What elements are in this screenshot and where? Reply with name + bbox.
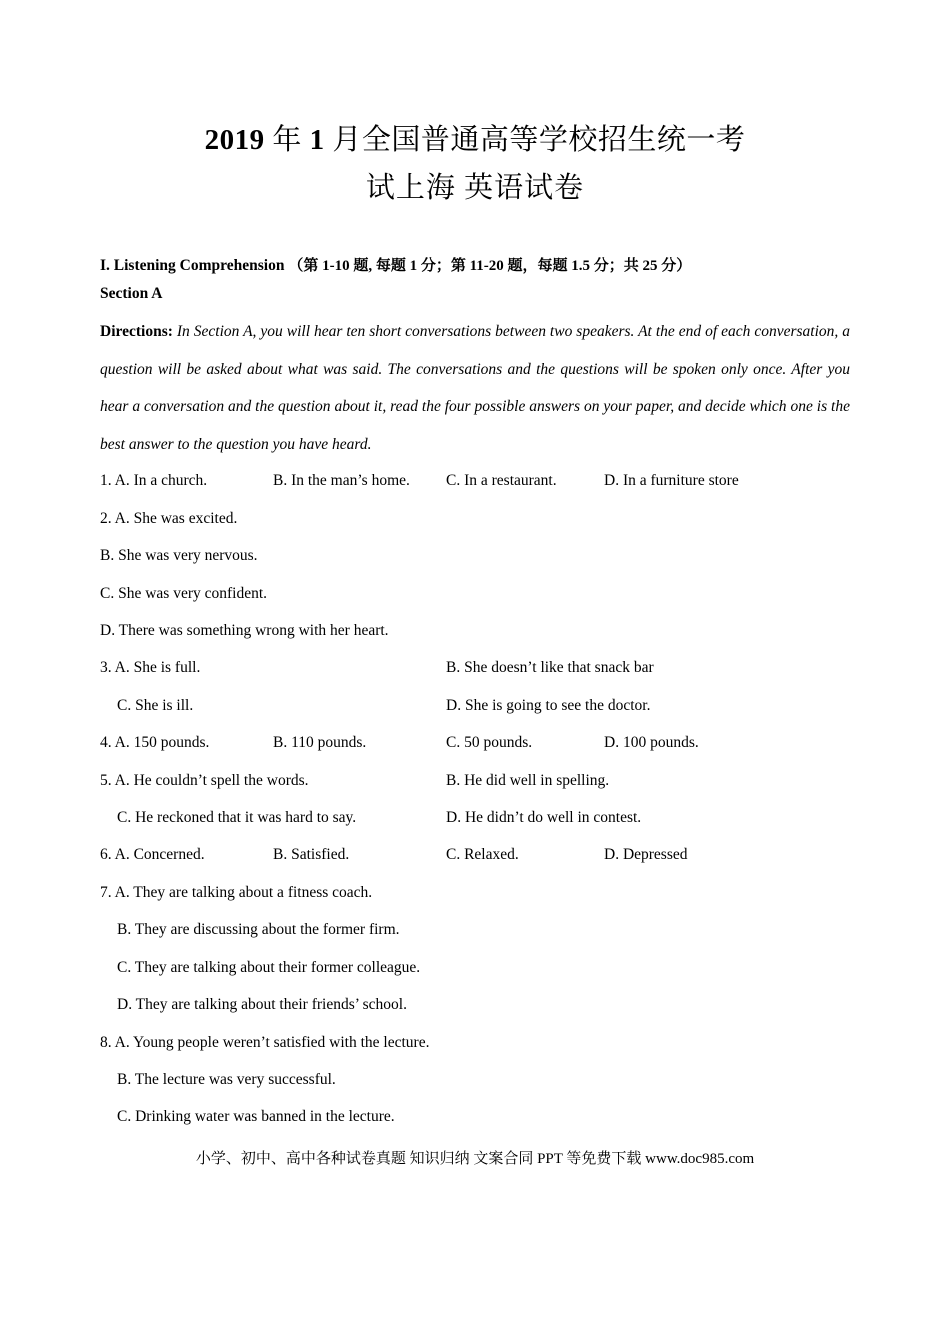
- q1-option-c: C. In a restaurant.: [446, 472, 557, 489]
- q3-option-d: D. She is going to see the doctor.: [446, 697, 651, 714]
- q6-option-a: 6. A. Concerned.: [100, 846, 205, 863]
- q5-option-c: C. He reckoned that it was hard to say.: [117, 809, 357, 826]
- q4-option-c: C. 50 pounds.: [446, 734, 533, 751]
- q7-option-a: 7. A. They are talking about a fitness coach.: [100, 884, 373, 901]
- q7-option-d: D. They are talking about their friends’ school.: [117, 996, 407, 1013]
- q4-option-d: D. 100 pounds.: [604, 734, 699, 751]
- q1-option-b: B. In the man’s home.: [273, 472, 410, 489]
- q1-option-d: D. In a furniture store: [604, 472, 739, 489]
- q8-option-b: B. The lecture was very successful.: [117, 1071, 336, 1088]
- q5-option-d: D. He didn’t do well in contest.: [446, 809, 642, 826]
- q8-option-c: C. Drinking water was banned in the lecture.: [117, 1108, 395, 1125]
- q7-option-b: B. They are discussing about the former firm.: [117, 921, 400, 938]
- q2-option-a: 2. A. She was excited.: [100, 510, 238, 527]
- q6-option-d: D. Depressed: [604, 846, 688, 863]
- q8-option-a: 8. A. Young people weren’t satisfied with the lecture.: [100, 1034, 430, 1051]
- q1-option-a: 1. A. In a church.: [100, 472, 208, 489]
- exam-title-line2: 试上海 英语试卷: [365, 172, 585, 204]
- q5-option-a: 5. A. He couldn’t spell the words.: [100, 772, 309, 789]
- q2-option-b: B. She was very nervous.: [100, 547, 258, 564]
- q2-option-c: C. She was very confident.: [100, 585, 268, 602]
- q4-option-b: B. 110 pounds.: [273, 734, 367, 751]
- q6-option-b: B. Satisfied.: [273, 846, 350, 863]
- section-heading: Section A: [100, 285, 163, 302]
- q6-option-c: C. Relaxed.: [446, 846, 519, 863]
- q3-option-b: B. She doesn’t like that snack bar: [446, 659, 654, 676]
- q7-option-c: C. They are talking about their former colleague.: [117, 959, 421, 976]
- exam-title-line1: 2019 年 1 月全国普通高等学校招生统一考: [204, 124, 746, 156]
- q5-option-b: B. He did well in spelling.: [446, 772, 610, 789]
- q4-option-a: 4. A. 150 pounds.: [100, 734, 210, 751]
- q2-option-d: D. There was something wrong with her heart.: [100, 622, 389, 639]
- directions: Directions: In Section A, you will hear ten short conversations between two speakers. At the end of each conversation, a question will be asked about what was said. The conversations and the questions will be spoken only once. After you hear a conversation and the question about it, read the four possible answers on your paper, and decide which one is the best answer to the question you have heard.: [100, 323, 851, 453]
- q3-option-a: 3. A. She is full.: [100, 659, 201, 676]
- page-footer: 小学、初中、高中各种试卷真题 知识归纳 文案合同 PPT 等免费下载 www.doc985.com: [195, 1151, 755, 1167]
- part-heading: I. Listening Comprehension （第 1-10 题, 每题 1 分；第 11-20 题，每题 1.5 分；共 25 分）: [100, 257, 692, 274]
- q3-option-c: C. She is ill.: [117, 697, 194, 714]
